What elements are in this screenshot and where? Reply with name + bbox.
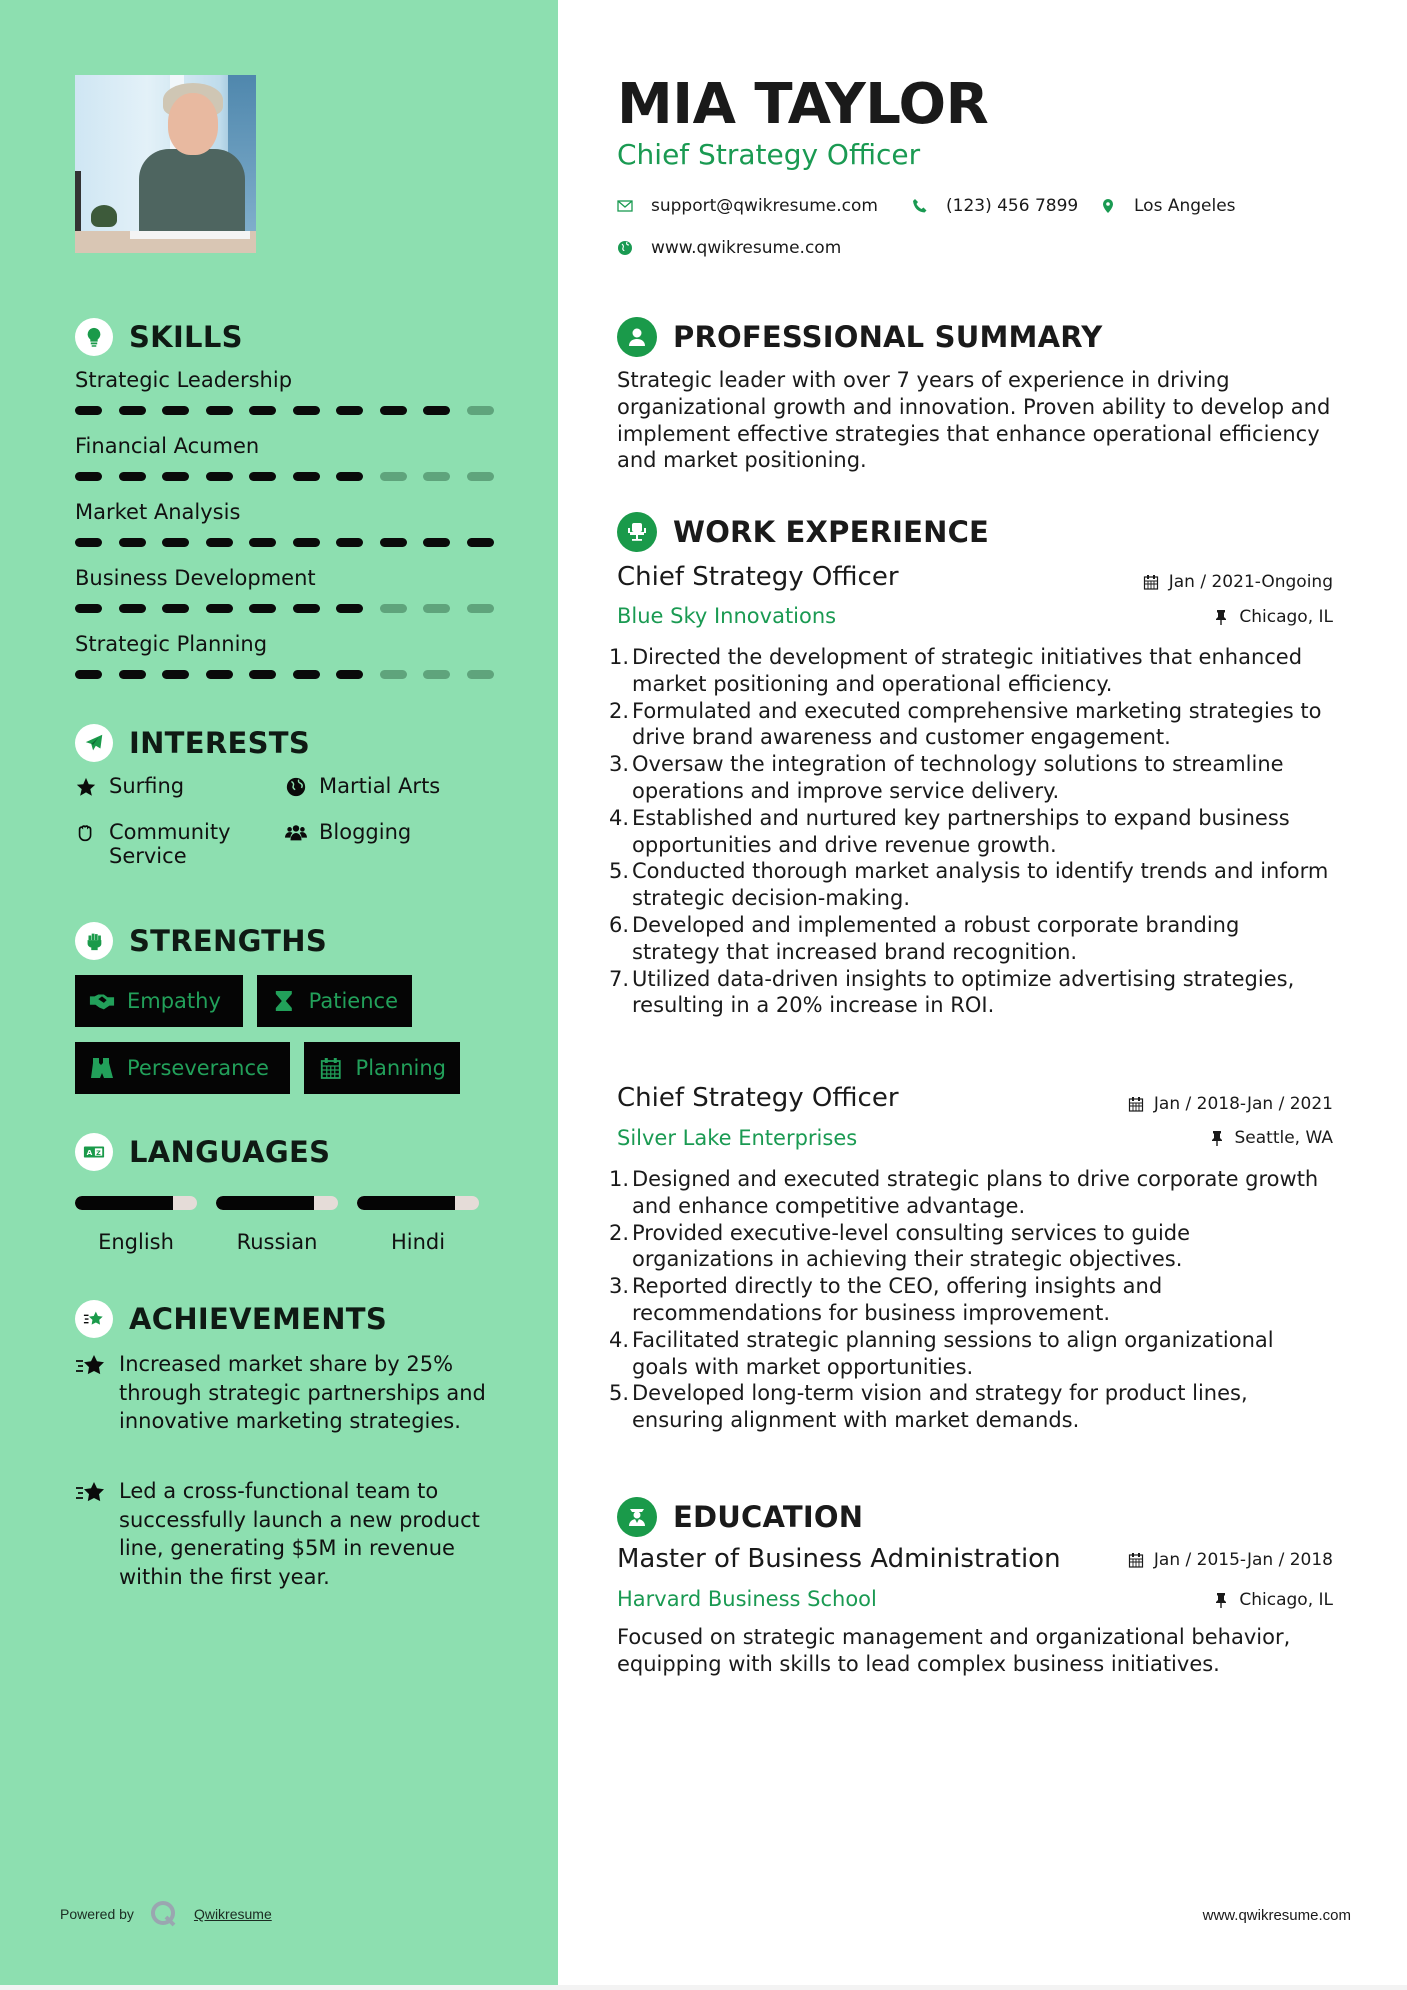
skill-segment — [336, 538, 363, 547]
pushpin-icon — [1213, 1592, 1229, 1608]
page-bottom-edge — [0, 1985, 1407, 1990]
candidate-name: MIA TAYLOR — [617, 72, 989, 137]
profile-photo — [75, 75, 256, 253]
list-text: Utilized data-driven insights to optimize advertising strategies, resulting in a 20% increase in ROI. — [632, 966, 1295, 1018]
star-icon — [75, 776, 97, 798]
list-text: Developed long-term vision and strategy for product lines, ensuring alignment with market demands. — [632, 1381, 1248, 1433]
skill-rating-bar — [75, 538, 505, 547]
skill-segment — [380, 538, 407, 547]
interest-item: Blogging — [285, 820, 411, 844]
shooting-star-icon — [75, 1300, 113, 1338]
shooting-star-icon — [75, 1479, 107, 1507]
language-level-fill — [357, 1196, 455, 1210]
candidate-title: Chief Strategy Officer — [617, 138, 921, 171]
phone-icon — [912, 198, 928, 214]
languages-heading: A Z LANGUAGES — [75, 1133, 330, 1171]
education-description: Focused on strategic management and organizational behavior, equipping with skills to lead complex business initiatives. — [617, 1625, 1291, 1676]
svg-text:Z: Z — [96, 1148, 101, 1157]
contact-phone[interactable]: (123) 456 7899 — [912, 196, 1078, 216]
users-icon — [285, 822, 307, 844]
skill-segment — [336, 604, 363, 613]
list-number: 2. — [609, 1220, 630, 1245]
skill-segment — [119, 538, 146, 547]
list-number: 1. — [609, 1167, 630, 1191]
skill-segment — [119, 604, 146, 613]
interests-heading: INTERESTS — [75, 724, 310, 762]
map-marker-icon — [1100, 198, 1116, 214]
svg-text:A: A — [86, 1148, 93, 1158]
list-item — [609, 966, 1333, 1020]
list-number: 3. — [609, 752, 630, 777]
skill-item: Strategic Planning — [75, 632, 505, 679]
paper-plane-icon — [75, 724, 113, 762]
list-text: Facilitated strategic planning sessions to align organizational goals with market opportunities. — [632, 1327, 1274, 1379]
skill-segment — [467, 670, 494, 679]
skill-rating-bar — [75, 604, 505, 613]
skill-segment — [162, 538, 189, 547]
skill-segment — [380, 472, 407, 481]
skills-heading: SKILLS — [75, 318, 243, 356]
list-text: Conducted thorough market analysis to identify trends and inform strategic decision-making. — [632, 859, 1329, 911]
list-item — [609, 805, 1333, 859]
skill-segment — [249, 406, 276, 415]
interest-item: Community Service — [75, 820, 265, 868]
skill-segment — [380, 670, 407, 679]
skill-segment — [423, 538, 450, 547]
company-name: Blue Sky Innovations — [617, 604, 837, 628]
skill-segment — [206, 604, 233, 613]
envelope-icon — [617, 198, 633, 214]
calendar-icon — [1143, 574, 1159, 590]
list-text: Developed and implemented a robust corporate branding strategy that increased brand recognition. — [632, 912, 1240, 964]
strength-tag: Empathy — [75, 975, 243, 1027]
skill-segment — [336, 406, 363, 415]
interest-item: Martial Arts — [285, 774, 440, 798]
user-icon — [617, 317, 657, 357]
skill-segment — [75, 406, 102, 415]
language-level-fill — [75, 1196, 173, 1210]
skill-segment — [162, 406, 189, 415]
job-title: Chief Strategy Officer — [617, 1083, 899, 1113]
hand-fist-icon — [75, 822, 97, 844]
skill-segment — [75, 670, 102, 679]
skill-segment — [206, 538, 233, 547]
contact-email[interactable]: support@qwikresume.com — [617, 196, 878, 216]
list-number: 5. — [609, 1381, 630, 1406]
skill-segment — [75, 538, 102, 547]
contact-location: Los Angeles — [1100, 196, 1236, 216]
skill-segment — [206, 670, 233, 679]
list-item — [609, 644, 1333, 698]
skill-segment — [467, 472, 494, 481]
list-number: 7. — [609, 966, 630, 991]
skill-segment — [293, 472, 320, 481]
job-dates: Jan / 2018-Jan / 2021 — [1128, 1094, 1333, 1114]
job-responsibilities — [609, 644, 1333, 1019]
skill-segment — [162, 472, 189, 481]
office-chair-icon — [617, 512, 657, 552]
lightbulb-icon — [75, 318, 113, 356]
pushpin-icon — [1213, 609, 1229, 625]
list-number: 1. — [609, 645, 630, 669]
language-icon — [75, 1133, 113, 1171]
skill-item: Strategic Leadership — [75, 368, 505, 415]
skill-segment — [293, 670, 320, 679]
list-item — [609, 1166, 1333, 1220]
skill-segment — [423, 604, 450, 613]
summary-text: Strategic leader with over 7 years of experience in driving organizational growth and innovation. Proven ability to develop and implement effective strategies that enhance operational efficiency and market positioning. — [617, 368, 1331, 473]
skill-item: Market Analysis — [75, 500, 505, 547]
skill-segment — [119, 472, 146, 481]
strength-tag: Patience — [257, 975, 412, 1027]
list-number: 6. — [609, 912, 630, 937]
job-location: Chicago, IL — [1213, 607, 1333, 627]
list-item — [609, 1380, 1333, 1434]
achievement-item: Increased market share by 25% through strategic partnerships and innovative marketing strategies. — [75, 1350, 505, 1436]
job-dates: Jan / 2021-Ongoing — [1143, 572, 1333, 592]
qwikresume-link[interactable]: Qwikresume — [193, 1906, 272, 1922]
pushpin-icon — [1209, 1130, 1225, 1146]
skill-segment — [249, 604, 276, 613]
skill-segment — [162, 604, 189, 613]
skill-segment — [467, 406, 494, 415]
calendar-icon — [1128, 1096, 1144, 1112]
list-item — [609, 1327, 1333, 1381]
list-item — [609, 698, 1333, 752]
skill-segment — [249, 538, 276, 547]
contact-website[interactable]: www.qwikresume.com — [617, 238, 841, 258]
list-number: 5. — [609, 859, 630, 884]
education-dates: Jan / 2015-Jan / 2018 — [1128, 1550, 1333, 1570]
skill-segment — [380, 604, 407, 613]
list-number: 4. — [609, 1327, 630, 1352]
skill-segment — [119, 406, 146, 415]
list-text: Directed the development of strategic initiatives that enhanced market positioning and operational efficiency. — [632, 645, 1303, 696]
skill-segment — [206, 406, 233, 415]
skill-segment — [336, 670, 363, 679]
skill-segment — [423, 670, 450, 679]
shooting-star-icon — [75, 1352, 107, 1380]
skill-segment — [206, 472, 233, 481]
skill-segment — [467, 538, 494, 547]
company-name: Silver Lake Enterprises — [617, 1126, 858, 1150]
language-level-bar — [357, 1196, 479, 1210]
language-item: English — [75, 1196, 197, 1254]
handshake-icon — [89, 990, 115, 1012]
school-name: Harvard Business School — [617, 1587, 877, 1611]
skill-segment — [336, 472, 363, 481]
graduate-icon — [617, 1497, 657, 1537]
skill-rating-bar — [75, 670, 505, 679]
language-level-bar — [75, 1196, 197, 1210]
globe-icon — [617, 240, 633, 256]
skill-segment — [75, 472, 102, 481]
achievements-heading: ACHIEVEMENTS — [75, 1300, 387, 1338]
skill-segment — [293, 538, 320, 547]
calendar-icon — [318, 1057, 344, 1079]
list-item — [609, 1220, 1333, 1274]
list-text: Formulated and executed comprehensive marketing strategies to drive brand awareness and customer engagement. — [632, 698, 1322, 750]
list-text: Established and nurtured key partnerships to expand business opportunities and drive revenue growth. — [632, 805, 1290, 857]
sidebar — [0, 0, 558, 1985]
skill-segment — [293, 406, 320, 415]
language-level-fill — [216, 1196, 314, 1210]
experience-heading: WORK EXPERIENCE — [617, 512, 989, 552]
strength-tag: Planning — [304, 1042, 460, 1094]
skill-segment — [423, 406, 450, 415]
skill-segment — [380, 406, 407, 415]
job-title: Chief Strategy Officer — [617, 562, 899, 592]
list-text: Designed and executed strategic plans to drive corporate growth and enhance competitive advantage. — [632, 1167, 1319, 1218]
skill-segment — [75, 604, 102, 613]
qwikresume-logo-icon — [150, 1900, 178, 1928]
skill-segment — [162, 670, 189, 679]
job-responsibilities — [609, 1166, 1333, 1434]
summary-heading: PROFESSIONAL SUMMARY — [617, 317, 1102, 357]
powered-by: Powered by Qwikresume — [60, 1900, 272, 1928]
footer-website-link[interactable]: www.qwikresume.com — [1202, 1907, 1351, 1924]
strength-tag: Perseverance — [75, 1042, 290, 1094]
list-text: Reported directly to the CEO, offering insights and recommendations for business improvement. — [632, 1274, 1163, 1325]
skill-segment — [293, 604, 320, 613]
skill-item: Financial Acumen — [75, 434, 505, 481]
list-text: Provided executive-level consulting services to guide organizations in achieving their strategic objectives. — [632, 1220, 1191, 1272]
globe-icon — [285, 776, 307, 798]
job-location: Seattle, WA — [1209, 1128, 1334, 1148]
skill-segment — [467, 604, 494, 613]
achievement-item: Led a cross-functional team to successfully launch a new product line, generating $5M in revenue within the first year. — [75, 1477, 505, 1591]
skill-rating-bar — [75, 472, 505, 481]
skill-item: Business Development — [75, 566, 505, 613]
list-number: 4. — [609, 805, 630, 830]
skill-segment — [423, 472, 450, 481]
skill-segment — [119, 670, 146, 679]
raised-fist-icon — [75, 922, 113, 960]
list-number: 2. — [609, 698, 630, 723]
interest-item: Surfing — [75, 774, 184, 798]
binoculars-icon — [89, 1057, 115, 1079]
education-heading: EDUCATION — [617, 1497, 863, 1537]
degree-title: Master of Business Administration — [617, 1544, 1061, 1574]
calendar-icon — [1128, 1552, 1144, 1568]
list-item — [609, 751, 1333, 805]
education-location: Chicago, IL — [1213, 1590, 1333, 1610]
skill-segment — [249, 670, 276, 679]
list-text: Oversaw the integration of technology solutions to streamline operations and improve service delivery. — [632, 752, 1284, 803]
language-level-bar — [216, 1196, 338, 1210]
skill-segment — [249, 472, 276, 481]
skill-rating-bar — [75, 406, 505, 415]
list-item — [609, 858, 1333, 912]
language-item: Hindi — [357, 1196, 479, 1254]
list-item — [609, 912, 1333, 966]
list-item — [609, 1273, 1333, 1327]
hourglass-icon — [271, 990, 297, 1012]
language-item: Russian — [216, 1196, 338, 1254]
strengths-heading: STRENGTHS — [75, 922, 327, 960]
list-number: 3. — [609, 1274, 630, 1299]
